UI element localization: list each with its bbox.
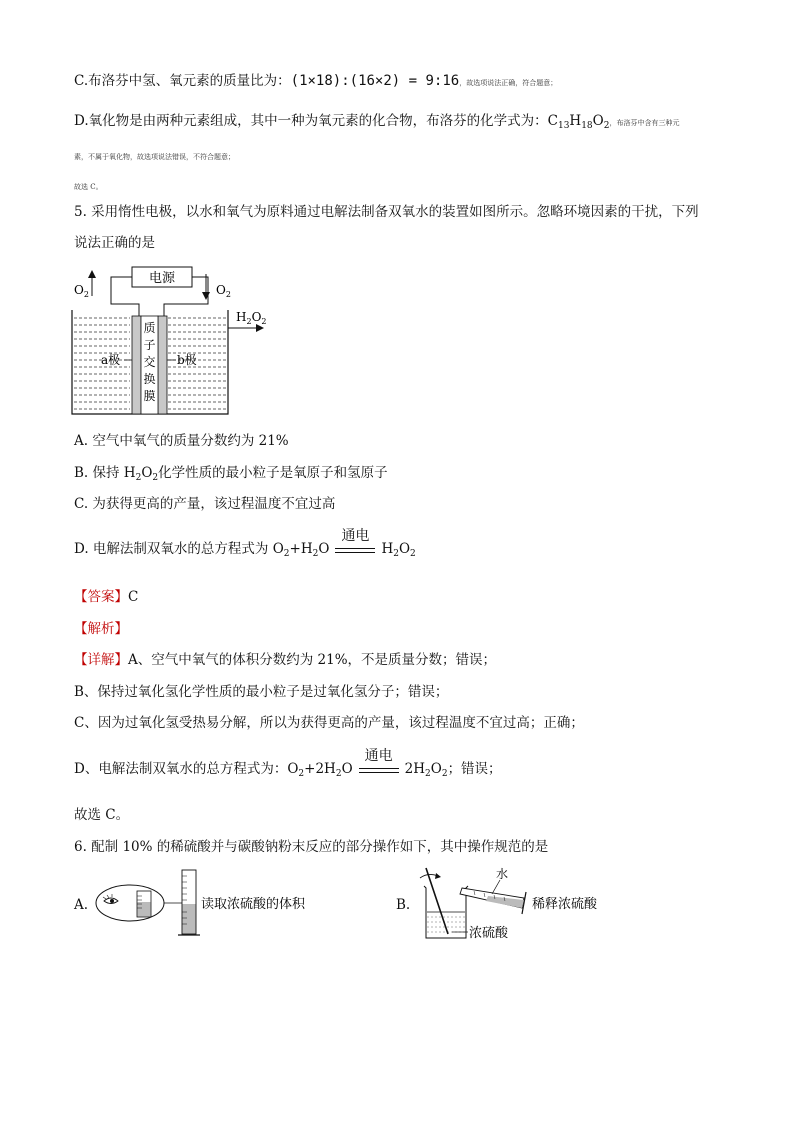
- option-d-text: O: [318, 541, 330, 557]
- option-d-text: +H: [289, 541, 313, 557]
- membrane-char: 交: [143, 355, 156, 369]
- option-d-text: O: [398, 541, 411, 557]
- option-d-analysis: [74, 112, 679, 132]
- formula-sub: 13: [557, 121, 570, 131]
- option-d-text: D. 电解法制双氧水的总方程式为 O: [74, 541, 284, 557]
- formula-sub: 2: [298, 769, 305, 779]
- reading-volume-figure: [92, 866, 332, 942]
- detail-d-text: D、电解法制双氧水的总方程式为：O: [74, 761, 299, 777]
- detail-a-text: A、空气中氧气的体积分数约为 21%，不是质量分数；错误；: [128, 652, 497, 668]
- formula-sub: 18: [581, 121, 593, 131]
- option-d-lead: D.氧化物是由两种元素组成，其中一种为氧元素的化合物，布洛芬的化学式为：C: [74, 113, 558, 129]
- formula-sub: 2: [441, 769, 448, 779]
- formula-sub: 2: [410, 549, 416, 559]
- formula-sub: 2: [425, 769, 431, 779]
- detail-d-text: 2H: [404, 761, 426, 777]
- power-label: 电源: [148, 271, 176, 286]
- formula-el: O: [592, 113, 604, 129]
- membrane-char: 换: [143, 372, 156, 386]
- option-b-text: B. 保持 H: [74, 465, 136, 481]
- q6-a-caption: 读取浓硫酸的体积: [201, 897, 306, 912]
- detail-d-text: O: [341, 761, 353, 777]
- q5-option-d: [74, 527, 416, 559]
- electrode-a: [132, 316, 141, 414]
- measuring-cylinder: [178, 870, 200, 935]
- q6-b-caption: 稀释浓硫酸: [532, 897, 598, 912]
- q5-option-c: C. 为获得更高的产量，该过程温度不宜过高: [74, 496, 336, 512]
- detail-d: [74, 747, 502, 779]
- water-label: 水: [496, 867, 509, 881]
- h2o2-outlet-label: $H_2O_2$: [236, 310, 267, 326]
- detail-a: [74, 651, 496, 669]
- answer-line: [74, 588, 138, 606]
- electrolysis-diagram: [68, 264, 278, 420]
- electrode-b: [158, 316, 167, 414]
- b-electrode-label: b极: [177, 353, 197, 367]
- q6-option-b-label: B.: [396, 897, 411, 913]
- option-d-tail: ，布洛芬中含有三种元: [609, 119, 680, 127]
- answer-tag: 【答案】: [74, 589, 128, 605]
- a-electrode-label: a极: [101, 353, 121, 367]
- membrane-char: 膜: [143, 389, 156, 403]
- option-d-continuation: 素，不属于氧化物，故选项说法错误，不符合题意；: [74, 153, 235, 161]
- detail-d-text: O: [430, 761, 442, 777]
- option-b-text: 化学性质的最小粒子是氧原子和氢原子: [158, 465, 388, 481]
- formula-sub: 2: [135, 473, 142, 483]
- formula-sub: 2: [335, 769, 342, 779]
- formula-sub: 2: [152, 473, 159, 483]
- q5-stem-line1: 5. 采用惰性电极，以水和氧气为原料通过电解法制备双氧水的装置如图所示。忽略环境因素的干扰，下列: [74, 204, 699, 220]
- diluting-acid-figure: [414, 862, 614, 952]
- detail-d-text: ；错误；: [447, 761, 502, 777]
- choose-c-prev: 故选 C。: [74, 183, 103, 191]
- option-b-text: O: [141, 465, 153, 481]
- option-c-tail: ，故选项说法正确，符合题意；: [459, 79, 558, 87]
- formula-sub: 2: [312, 549, 319, 559]
- formula-el: H: [569, 113, 582, 129]
- mass-ratio-formula: (1×18):(16×2) = 9:16: [290, 73, 460, 89]
- q6-option-a-label: A.: [74, 897, 89, 913]
- q5-stem-line2: 说法正确的是: [74, 235, 155, 251]
- o2-right-label: $O_2$: [216, 283, 231, 299]
- membrane-char: 子: [143, 338, 156, 352]
- choose-line: 故选 C。: [74, 807, 130, 823]
- answer-value: C: [128, 589, 139, 605]
- condition-label: 通电: [341, 527, 370, 544]
- detail-b: B、保持过氧化氢化学性质的最小粒子是过氧化氢分子；错误；: [74, 684, 449, 700]
- option-d-text: H: [381, 541, 394, 557]
- condition-label: 通电: [364, 747, 393, 764]
- reaction-condition: [357, 747, 401, 777]
- reaction-condition: [333, 527, 377, 557]
- q5-option-b: [74, 464, 388, 482]
- analysis-tag: 【解析】: [74, 621, 128, 637]
- formula-sub: 2: [603, 121, 610, 131]
- q6-stem: 6. 配制 10% 的稀硫酸并与碳酸钠粉末反应的部分操作如下，其中操作规范的是: [74, 839, 549, 855]
- detail-tag: 【详解】: [74, 652, 128, 668]
- conc-acid-label: 浓硫酸: [469, 926, 509, 941]
- formula-sub: 2: [283, 549, 290, 559]
- detail-d-text: +2H: [304, 761, 336, 777]
- membrane-char: 质: [143, 321, 156, 335]
- option-c-lead: C.布洛芬中氢、氧元素的质量比为：: [74, 73, 291, 89]
- option-c-analysis: [74, 72, 557, 92]
- formula-sub: 2: [393, 549, 399, 559]
- q5-option-a: A. 空气中氧气的质量分数约为 21%: [74, 433, 289, 449]
- detail-c: C、因为过氧化氢受热易分解，所以为获得更高的产量，该过程温度不宜过高；正确；: [74, 715, 584, 731]
- o2-left-label: $O_2$: [74, 283, 89, 299]
